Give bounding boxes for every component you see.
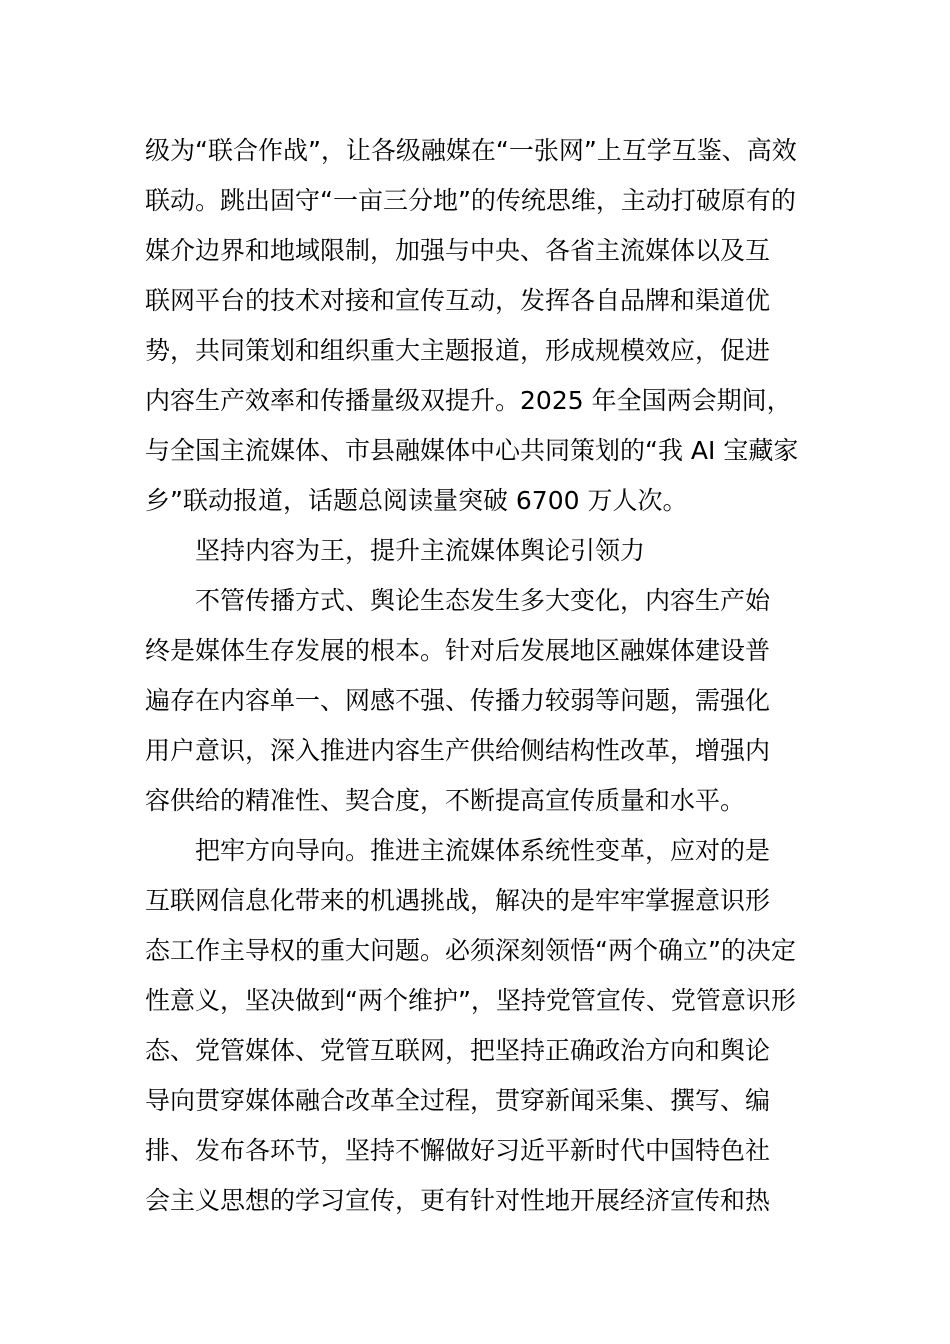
text-line: 性意义，坚决做到“两个维护”，坚持党管宣传、党管意识形	[145, 986, 796, 1015]
text-line: 联网平台的技术对接和宣传互动，发挥各自品牌和渠道优	[145, 286, 771, 315]
text-line: 导向贯穿媒体融合改革全过程，贯穿新闻采集、撰写、编	[145, 1086, 771, 1115]
text-line: 与全国主流媒体、市县融媒体中心共同策划的“我 AI 宝藏家	[145, 436, 799, 465]
text-line: 不管传播方式、舆论生态发生多大变化，内容生产始	[195, 586, 771, 615]
section-heading: 坚持内容为王，提升主流媒体舆论引领力	[195, 536, 646, 565]
text-line: 态、党管媒体、党管互联网，把坚持正确政治方向和舆论	[145, 1036, 771, 1065]
text-line: 势，共同策划和组织重大主题报道，形成规模效应，促进	[145, 336, 771, 365]
text-line: 联动。跳出固守“一亩三分地”的传统思维，主动打破原有的	[145, 186, 796, 215]
text-line: 会主义思想的学习宣传，更有针对性地开展经济宣传和热	[145, 1186, 771, 1215]
text-line: 互联网信息化带来的机遇挑战，解决的是牢牢掌握意识形	[145, 886, 771, 915]
text-line: 级为“联合作战”，让各级融媒在“一张网”上互学互鉴、高效	[145, 136, 797, 165]
text-line: 态工作主导权的重大问题。必须深刻领悟“两个确立”的决定	[145, 936, 796, 965]
text-line: 把牢方向导向。推进主流媒体系统性变革，应对的是	[195, 836, 771, 865]
text-line: 排、发布各环节，坚持不懈做好习近平新时代中国特色社	[145, 1136, 771, 1165]
text-line: 用户意识，深入推进内容生产供给侧结构性改革，增强内	[145, 736, 771, 765]
text-line: 遍存在内容单一、网感不强、传播力较弱等问题，需强化	[145, 686, 771, 715]
text-line: 容供给的精准性、契合度，不断提高宣传质量和水平。	[145, 786, 746, 815]
text-line: 终是媒体生存发展的根本。针对后发展地区融媒体建设普	[145, 636, 771, 665]
text-line: 内容生产效率和传播量级双提升。2025 年全国两会期间，	[145, 386, 792, 415]
text-line: 乡”联动报道，话题总阅读量突破 6700 万人次。	[145, 486, 688, 515]
text-line: 媒介边界和地域限制，加强与中央、各省主流媒体以及互	[145, 236, 771, 265]
